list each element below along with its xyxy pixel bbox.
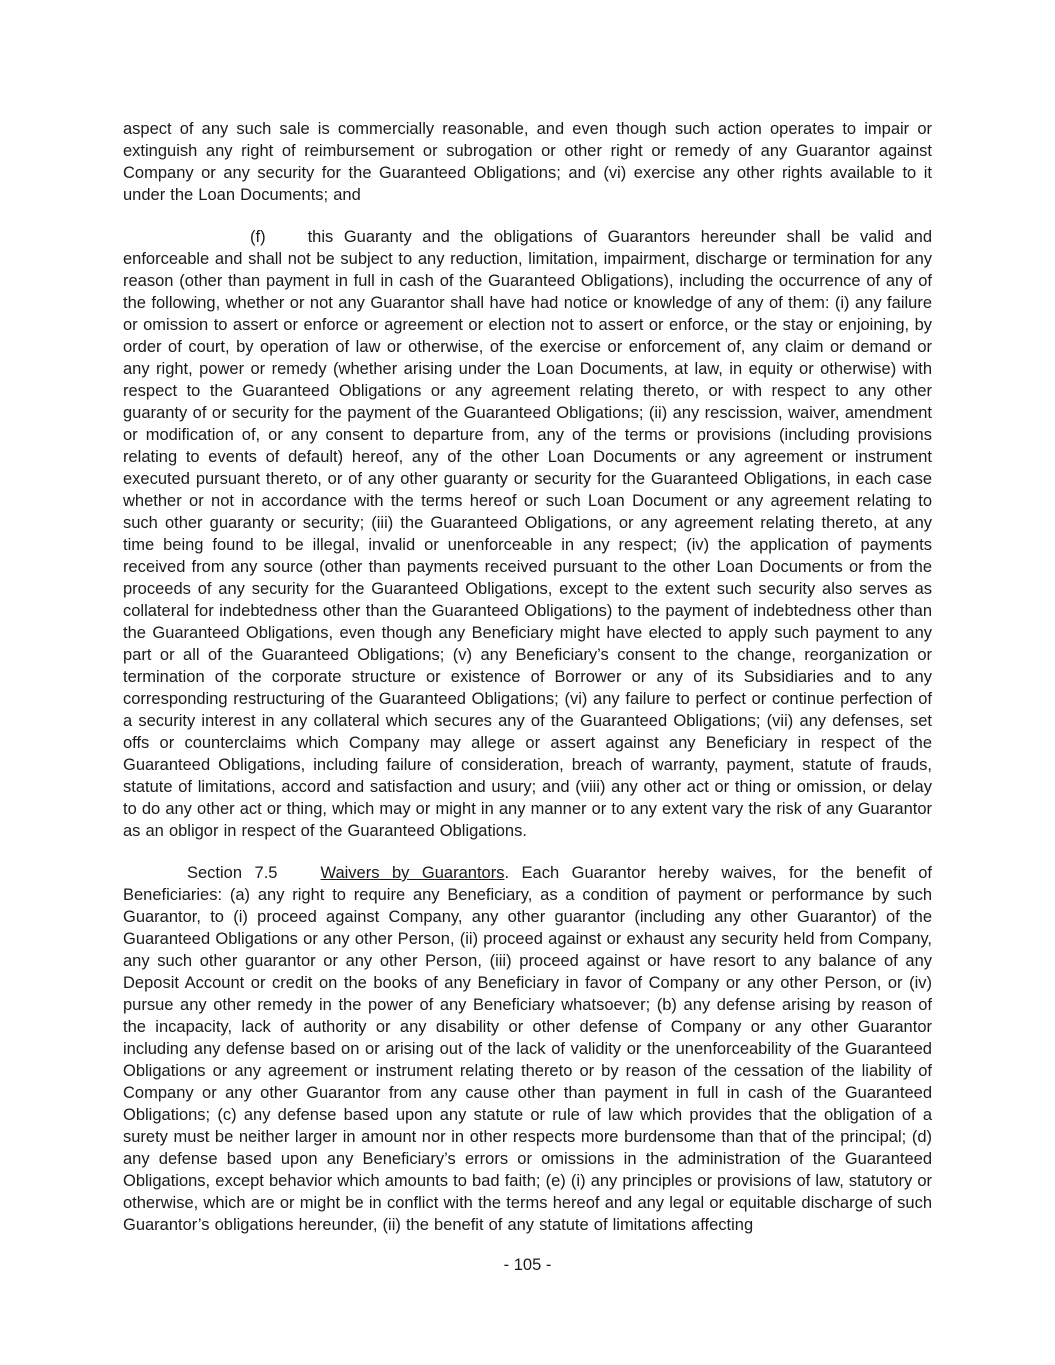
paragraph-continuation: aspect of any such sale is commercially reasonable, and even though such action operates to impair or extinguish any right of reimbursement or subrogation or other right or remedy of any Guarantor against Company or any security for the Guaranteed Obligations; and (vi) exercise any other rights available to it under the Loan Documents; and (123, 120, 932, 204)
paragraph-f-label: (f) (250, 228, 266, 246)
page-number: - 105 - (503, 1256, 552, 1274)
page-footer (0, 1254, 1055, 1276)
paragraph-f (123, 226, 932, 842)
paragraph-section-7-5 (123, 862, 932, 1236)
paragraph-f-body: this Guaranty and the obligations of Guarantors hereunder shall be valid and enforceable and shall not be subject to any reduction, limitation, impairment, discharge or termination for any reason (other than payment in full in cash of the Guaranteed Obligations), including the occurrence of any of the following, whether or not any Guarantor shall have had notice or knowledge of any of them: (i) any failure or omission to assert or enforce or agreement or election not to assert or enforce, or the stay or enjoining, by order of court, by operation of law or otherwise, of the exercise or enforcement of, any claim or demand or any right, power or remedy (whether arising under the Loan Documents, at law, in equity or otherwise) with respect to the Guaranteed Obligations or any agreement relating thereto, or with respect to any other guaranty of or security for the payment of the Guaranteed Obligations; (ii) any rescission, waiver, amendment or modification of, or any consent to departure from, any of the terms or provisions (including provisions relating to events of default) hereof, any of the other Loan Documents or any agreement or instrument executed pursuant thereto, or of any other guaranty or security for the Guaranteed Obligations, in each case whether or not in accordance with the terms hereof or such Loan Document or any agreement relating to such other guaranty or security; (iii) the Guaranteed Obligations, or any agreement relating thereto, at any time being found to be illegal, invalid or unenforceable in any respect; (iv) the application of payments received from any source (other than payments received pursuant to the other Loan Documents or from the proceeds of any security for the Guaranteed Obligations, except to the extent such security also serves as collateral for indebtedness other than the Guaranteed Obligations) to the payment of indebtedness other than the Guaranteed Obligations, even though any Beneficiary might have elected to apply such payment to any part or all of the Guaranteed Obligations; (v) any Beneficiary’s consent to the change, reorganization or termination of the corporate structure or existence of Borrower or any of its Subsidiaries and to any corresponding restructuring of the Guaranteed Obligations; (vi) any failure to perfect or continue perfection of a security interest in any collateral which secures any of the Guaranteed Obligations; (vii) any defenses, set offs or counterclaims which Company may allege or assert against any Beneficiary in respect of the Guaranteed Obligations, including failure of consideration, breach of warranty, payment, statute of frauds, statute of limitations, accord and satisfaction and usury; and (viii) any other act or thing or omission, or delay to do any other act or thing, which may or might in any manner or to any extent vary the risk of any Guarantor as an obligor in respect of the Guaranteed Obligations. (123, 228, 932, 840)
section-7-5-heading: Waivers by Guarantors (320, 864, 505, 882)
page-content (123, 118, 932, 1236)
tab-spacer (266, 241, 308, 242)
first-line-indent (123, 241, 250, 242)
section-7-5-label: Section 7.5 (187, 864, 278, 882)
first-line-indent (123, 877, 187, 878)
section-7-5-body: . Each Guarantor hereby waives, for the benefit of Beneficiaries: (a) any right to require any Beneficiary, as a condition of payment or performance by such Guarantor, to (i) proceed against Company, any other guarantor (including any other Guarantor) of the Guaranteed Obligations or any other Person, (ii) proceed against or exhaust any security held from Company, any such other guarantor or any other Person, (iii) proceed against or have resort to any balance of any Deposit Account or credit on the books of any Beneficiary in favor of Company or any other Person, or (iv) pursue any other remedy in the power of any Beneficiary whatsoever; (b) any defense arising by reason of the incapacity, lack of authority or any disability or other defense of Company or any other Guarantor including any defense based on or arising out of the lack of validity or the unenforceability of the Guaranteed Obligations or any agreement or instrument relating thereto or by reason of the cessation of the liability of Company or any other Guarantor from any cause other than payment in full in cash of the Guaranteed Obligations; (c) any defense based upon any statute or rule of law which provides that the obligation of a surety must be neither larger in amount nor in other respects more burdensome than that of the principal; (d) any defense based upon any Beneficiary’s errors or omissions in the administration of the Guaranteed Obligations, except behavior which amounts to bad faith; (e) (i) any principles or provisions of law, statutory or otherwise, which are or might be in conflict with the terms hereof and any legal or equitable discharge of such Guarantor’s obligations hereunder, (ii) the benefit of any statute of limitations affecting (123, 864, 932, 1234)
tab-spacer (277, 877, 320, 878)
